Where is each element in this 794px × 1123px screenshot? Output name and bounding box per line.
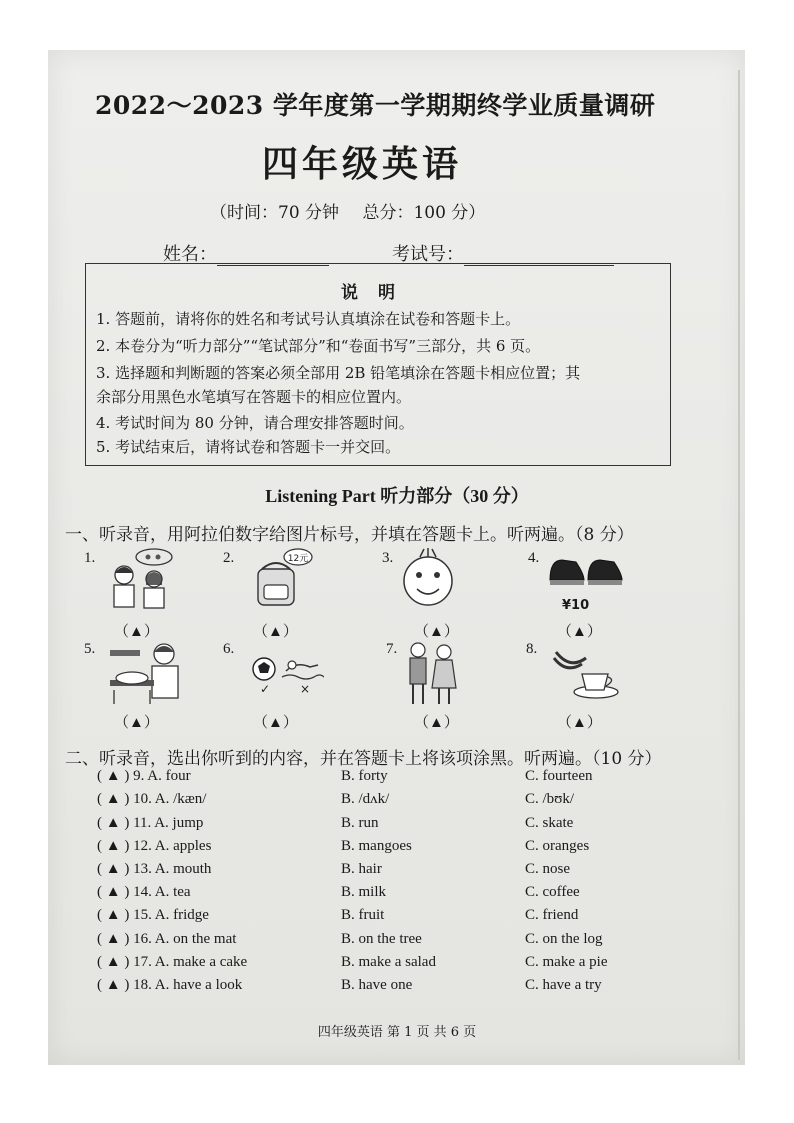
option-b: B. make a salad [341, 954, 436, 970]
question-item: ( ▲ ) 15. A. fridge [97, 907, 209, 923]
option-b: B. forty [341, 768, 388, 784]
option-c: C. coffee [525, 884, 580, 900]
option-b: B. mangoes [341, 838, 412, 854]
picture-number: 3. [382, 550, 394, 566]
option-b: B. on the tree [341, 931, 422, 947]
price-label: ¥10 [562, 598, 590, 613]
option-c: C. oranges [525, 838, 590, 854]
option-b: B. milk [341, 884, 387, 900]
name-label: 姓名： [163, 244, 217, 265]
option-c: C. skate [525, 815, 574, 831]
answer-mark: （▲） [557, 715, 602, 731]
picture-number: 6. [223, 641, 235, 657]
answer-mark: （▲） [414, 715, 459, 731]
question-item: ( ▲ ) 9. A. four [97, 768, 191, 784]
paper-edge [738, 70, 740, 1060]
total-score: 总分：100 分） [362, 203, 486, 223]
picture-number: 5. [84, 641, 96, 657]
instruction-item: 1. 答题前，请将你的姓名和考试号认真填涂在试卷和答题卡上。 [96, 310, 521, 328]
check-mark: ✓ [260, 682, 271, 695]
option-c: C. /bʊk/ [525, 791, 575, 807]
bananas-coffee-icon [548, 644, 622, 704]
instruction-item: 余部分用黑色水笔填写在答题卡的相应位置内。 [96, 388, 412, 406]
question-item: ( ▲ ) 13. A. mouth [97, 861, 212, 877]
question-item: ( ▲ ) 16. A. on the mat [97, 931, 237, 947]
answer-mark: （▲） [114, 624, 159, 640]
price-tag: 12元 [287, 554, 309, 564]
answer-mark: （▲） [253, 624, 298, 640]
picture-number: 7. [386, 641, 398, 657]
picture-number: 4. [528, 550, 540, 566]
subject-title: 四年级英语 [262, 143, 463, 185]
option-c: C. friend [525, 907, 579, 923]
instruction-item: 4. 考试时间为 80 分钟，请合理安排答题时间。 [96, 414, 414, 432]
listening-part-title: Listening Part 听力部分（30 分） [265, 486, 529, 506]
option-b: B. run [341, 815, 379, 831]
football-swimming-icon [250, 655, 324, 695]
section1-title: 一、听录音，用阿拉伯数字给图片标号，并填在答题卡上。听两遍。（8 分） [65, 525, 634, 545]
option-b: B. have one [341, 977, 413, 993]
instruction-item: 5. 考试结束后，请将试卷和答题卡一并交回。 [96, 438, 401, 456]
option-c: C. make a pie [525, 954, 608, 970]
exam-title: 2022～2023 学年度第一学期期终学业质量调研 [95, 91, 656, 120]
shoes-icon [546, 552, 626, 592]
family-icon [404, 638, 460, 710]
schoolbag-icon [248, 547, 316, 609]
answer-mark: （▲） [557, 624, 602, 640]
time-limit: （时间：70 分钟 [210, 203, 340, 223]
exam-number-label: 考试号： [392, 244, 464, 265]
face-icon [398, 547, 458, 611]
option-c: C. nose [525, 861, 570, 877]
section2-title: 二、听录音，选出你听到的内容，并在答题卡上将该项涂黑。听两遍。（10 分） [65, 749, 662, 769]
option-c: C. fourteen [525, 768, 593, 784]
option-c: C. have a try [525, 977, 602, 993]
option-b: B. /dʌk/ [341, 791, 390, 807]
answer-mark: （▲） [253, 715, 298, 731]
cooking-icon [106, 640, 188, 708]
instructions-box [85, 263, 671, 466]
question-item: ( ▲ ) 17. A. make a cake [97, 954, 248, 970]
page-footer: 四年级英语 第 1 页 共 6 页 [317, 1025, 477, 1040]
picture-number: 2. [223, 550, 235, 566]
answer-mark: （▲） [414, 624, 459, 640]
option-b: B. fruit [341, 907, 385, 923]
instruction-item: 2. 本卷分为“听力部分”“笔试部分”和“卷面书写”三部分，共 6 页。 [96, 337, 541, 355]
option-b: B. hair [341, 861, 382, 877]
question-item: ( ▲ ) 12. A. apples [97, 838, 212, 854]
question-item: ( ▲ ) 11. A. jump [97, 815, 204, 831]
instruction-item: 3. 选择题和判断题的答案必须全部用 2B 铅笔填涂在答题卡相应位置；其 [96, 364, 581, 382]
question-item: ( ▲ ) 18. A. have a look [97, 977, 243, 993]
question-item: ( ▲ ) 14. A. tea [97, 884, 191, 900]
time-info [210, 198, 503, 223]
option-c: C. on the log [525, 931, 603, 947]
answer-mark: （▲） [114, 715, 159, 731]
instructions-title: 说明 [341, 283, 415, 303]
picture-number: 1. [84, 550, 96, 566]
question-item: ( ▲ ) 10. A. /kæn/ [97, 791, 207, 807]
cross-mark: × [300, 682, 311, 695]
children-talking-icon [104, 547, 180, 611]
picture-number: 8. [526, 641, 538, 657]
